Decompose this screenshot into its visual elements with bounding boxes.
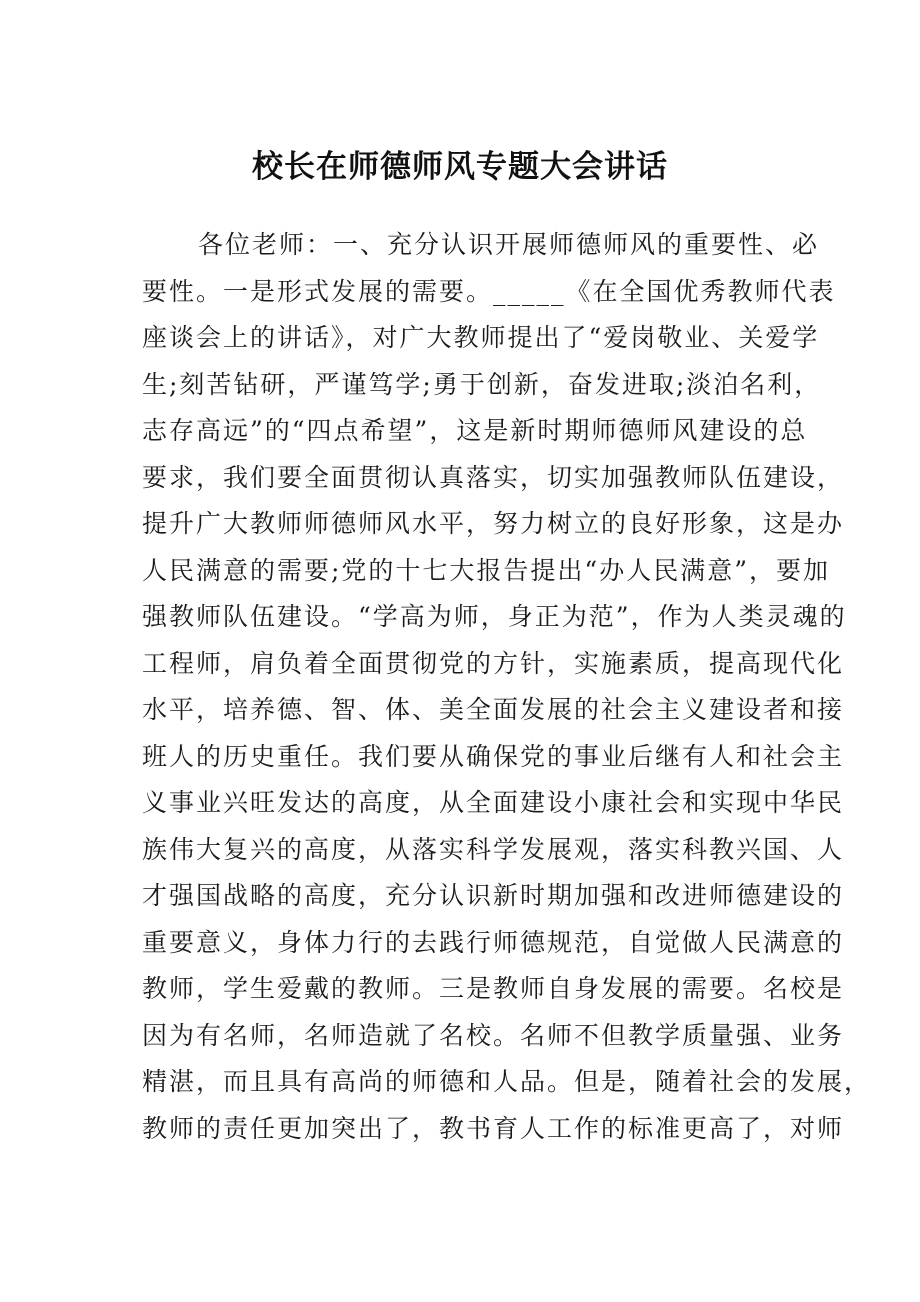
body-line: 重要意义，身体力行的去践行师德规范，自觉做人民满意的 <box>142 927 845 957</box>
body-line: 人民满意的需要;党的十七大报告提出“办人民满意”，要加 <box>142 555 830 585</box>
body-line: 才强国战略的高度，充分认识新时期加强和改进师德建设的 <box>142 881 845 910</box>
body-line: 教师，学生爱戴的教师。三是教师自身发展的需要。名校是 <box>142 974 845 1003</box>
body-line: 强教师队伍建设。“学高为师，身正为范”，作为人类灵魂的 <box>142 602 847 631</box>
body-line: 水平，培养德、智、体、美全面发展的社会主义建设者和接 <box>142 695 845 724</box>
body-line: 志存高远”的“四点希望”，这是新时期师德师风建设的总 <box>142 416 808 445</box>
body-line: 族伟大复兴的高度，从落实科学发展观，落实科教兴国、人 <box>142 834 845 864</box>
document-title: 校长在师德师风专题大会讲话 <box>252 149 668 185</box>
body-line: 因为有名师，名师造就了名校。名师不但教学质量强、业务 <box>142 1020 845 1050</box>
document-body <box>142 222 872 1152</box>
body-line: 班人的历史重任。我们要从确保党的事业后继有人和社会主 <box>142 741 845 771</box>
body-line: 提升广大教师师德师风水平，努力树立的良好形象，这是办 <box>142 509 845 538</box>
body-line: 义事业兴旺发达的高度，从全面建设小康社会和实现中华民 <box>142 788 845 817</box>
body-line: 各位老师：一、充分认识开展师德师风的重要性、必 <box>198 230 820 259</box>
body-line: 工程师，肩负着全面贯彻党的方针，实施素质，提高现代化 <box>142 648 845 678</box>
body-line: 座谈会上的讲话》，对广大教师提出了“爱岗敬业、关爱学 <box>142 323 820 352</box>
body-line: 教师的责任更加突出了，教书育人工作的标准更高了，对师 <box>142 1113 845 1143</box>
body-line: 要求，我们要全面贯彻认真落实，切实加强教师队伍建设， <box>142 462 845 492</box>
body-line: 精湛，而且具有高尚的师德和人品。但是，随着社会的发展， <box>142 1067 872 1096</box>
body-line: 要性。一是形式发展的需要。_____《在全国优秀教师代表 <box>142 276 836 306</box>
body-line: 生;刻苦钻研，严谨笃学;勇于创新，奋发进取;淡泊名利， <box>142 369 822 399</box>
